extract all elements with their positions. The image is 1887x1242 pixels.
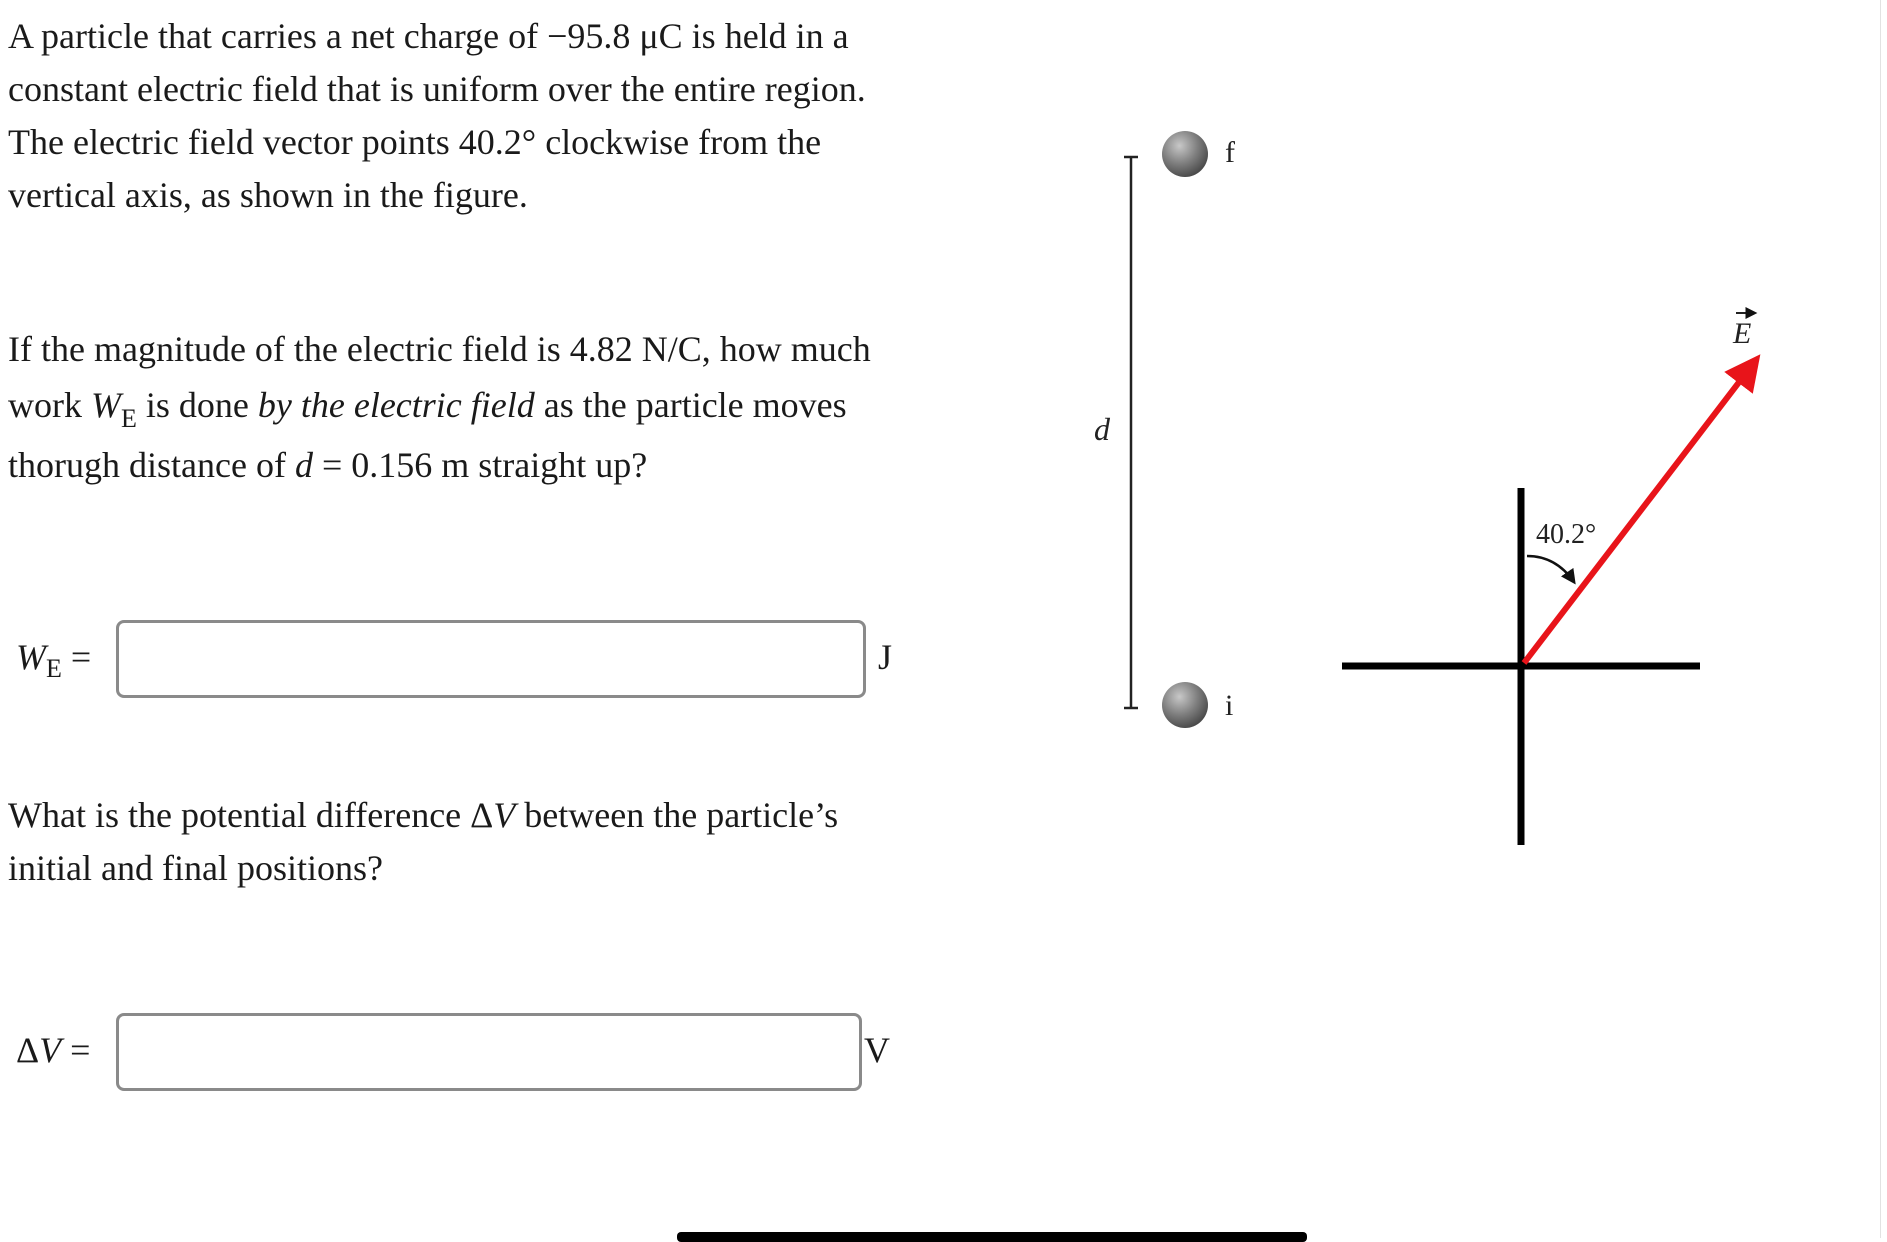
field-vector-arrow [1524, 360, 1756, 663]
q1-text-a: If the magnitude of the electric field is 4.82 N/C, how much work [8, 329, 871, 425]
work-label-subscript: E [46, 654, 62, 683]
distance-label: d [1094, 411, 1110, 447]
initial-particle [1162, 682, 1208, 728]
work-symbol: W [91, 385, 121, 425]
potential-label-delta: Δ [16, 1030, 40, 1070]
q1-text-b: is done [136, 385, 258, 425]
work-answer-unit: J [878, 637, 893, 677]
q2-text-b: between the particle’s initial and final positions? [8, 795, 839, 888]
right-edge-divider [1880, 0, 1881, 1238]
final-position-label: f [1225, 136, 1235, 169]
angle-arc [1527, 556, 1574, 582]
final-particle [1162, 131, 1208, 177]
q1-emphasis: by the electric field [257, 385, 535, 425]
potential-label-equals: = [61, 1030, 91, 1070]
bottom-scrollbar[interactable] [677, 1232, 1307, 1242]
work-label-symbol: W [16, 637, 46, 677]
potential-symbol: V [493, 795, 516, 835]
problem-intro: A particle that carries a net charge of −95.8 μC is held in a constant electric field that is uniform over the entire region. The electric field vector points 40.2° clockwise from the vertical axis, as shown in the figure. [8, 16, 866, 215]
q2-text-a: What is the potential difference Δ [8, 795, 494, 835]
initial-position-label: i [1225, 689, 1234, 722]
distance-marker [1124, 157, 1138, 708]
field-label: E [1733, 317, 1752, 350]
q1-text-d: = 0.156 m straight up? [312, 445, 648, 485]
work-label-equals: = [61, 637, 92, 677]
q1-text-c: as the particle moves thorugh distance of [8, 385, 847, 485]
distance-symbol: d [294, 445, 313, 485]
potential-answer-unit: V [864, 1030, 890, 1070]
work-subscript: E [121, 404, 137, 433]
angle-label: 40.2° [1536, 519, 1597, 550]
potential-label-symbol: V [39, 1030, 62, 1070]
